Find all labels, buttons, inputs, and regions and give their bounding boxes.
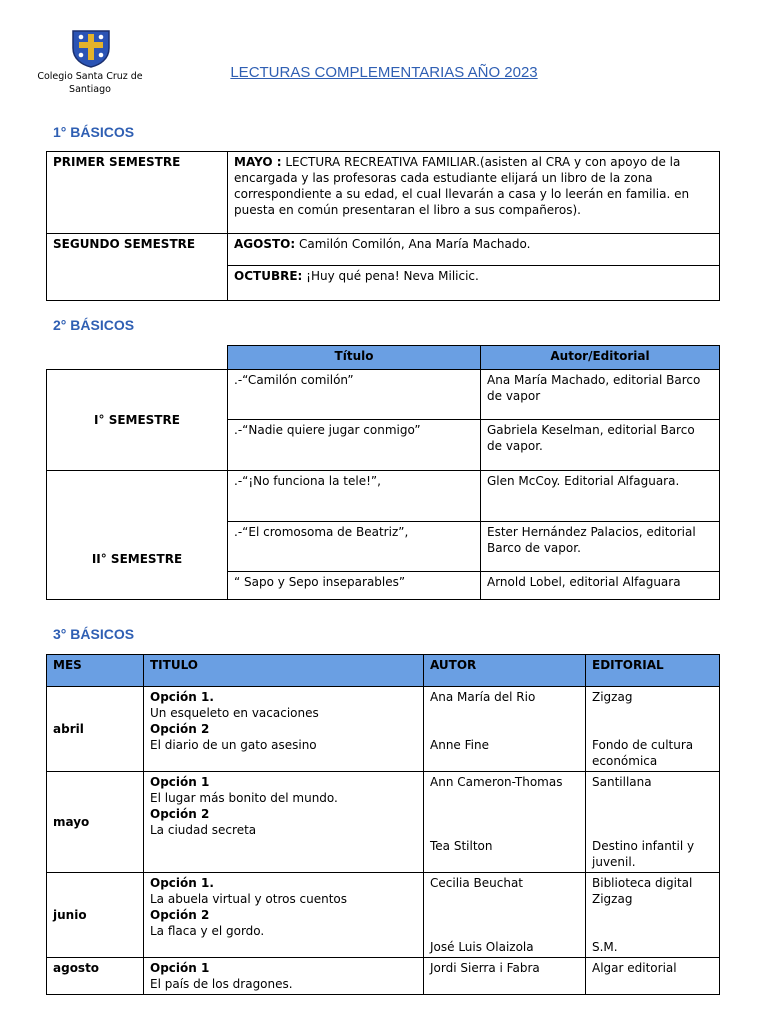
- mayo-label: MAYO :: [234, 155, 282, 169]
- table-row: [47, 370, 720, 420]
- mayo-text: LECTURA RECREATIVA FAMILIAR.(asisten al CRA y con apoyo de la encargada y las profesoras cada estudiante elijará un libro de la zona correspondiente a su edad, el cual llevarán a casa y lo leerán en familia. en puesta en común presentaran el libro a sus compañeros).: [234, 155, 690, 217]
- book-author: Ester Hernández Palacios, editorial Barco de vapor.: [481, 522, 720, 572]
- octubre-cell: [228, 266, 720, 301]
- book-author: Ana María del Rio: [430, 690, 536, 704]
- month-label: agosto: [47, 958, 144, 995]
- book-title: El país de los dragones.: [150, 977, 293, 991]
- table-header-row: [47, 655, 720, 687]
- table-row: [47, 471, 720, 522]
- primer-semestre-label: PRIMER SEMESTRE: [47, 152, 228, 234]
- book-publisher: Santillana: [592, 775, 652, 789]
- book-publisher: Destino infantil y juvenil.: [592, 839, 695, 869]
- book-author: Anne Fine: [430, 738, 489, 752]
- titles-cell: [144, 958, 424, 995]
- book-publisher: Biblioteca digital Zigzag: [592, 876, 693, 906]
- table-row: [47, 958, 720, 995]
- col-header-mes: MES: [47, 655, 144, 687]
- titles-cell: [144, 873, 424, 958]
- school-shield-logo: [70, 28, 112, 68]
- agosto-cell: [228, 234, 720, 266]
- table-1-basicos: [46, 151, 720, 301]
- month-label: mayo: [47, 772, 144, 873]
- book-author: Ann Cameron-Thomas: [430, 775, 563, 789]
- table-row: [47, 687, 720, 772]
- month-label: junio: [47, 873, 144, 958]
- school-name-line2: Santiago: [69, 84, 111, 95]
- option-label: Opción 2: [150, 908, 210, 922]
- publishers-cell: [586, 772, 720, 873]
- book-author: Arnold Lobel, editorial Alfaguara: [481, 572, 720, 600]
- semestre-1-label: I° SEMESTRE: [47, 370, 228, 471]
- section-heading-1: 1° BÁSICOS: [53, 124, 135, 140]
- month-label: abril: [47, 687, 144, 772]
- book-author: José Luis Olaizola: [430, 940, 534, 954]
- table-3-basicos: [46, 654, 720, 995]
- school-name-line1: Colegio Santa Cruz de: [37, 71, 143, 82]
- book-title: .-“El cromosoma de Beatriz”,: [228, 522, 481, 572]
- segundo-semestre-label: SEGUNDO SEMESTRE: [47, 234, 228, 301]
- document-title: LECTURAS COMPLEMENTARIAS AÑO 2023: [230, 64, 538, 81]
- table-row: [47, 873, 720, 958]
- book-publisher: S.M.: [592, 940, 618, 954]
- semestre-2-label: II° SEMESTRE: [47, 471, 228, 600]
- agosto-label: AGOSTO:: [234, 237, 296, 251]
- col-header-autor: AUTOR: [424, 655, 586, 687]
- book-title: El lugar más bonito del mundo.: [150, 791, 338, 805]
- table-row: [47, 152, 720, 234]
- book-author: Ana María Machado, editorial Barco de vapor: [481, 370, 720, 420]
- option-label: Opción 1.: [150, 690, 214, 704]
- book-title: El diario de un gato asesino: [150, 738, 317, 752]
- agosto-text: Camilón Comilón, Ana María Machado.: [299, 237, 531, 251]
- book-publisher: Algar editorial: [586, 958, 720, 995]
- table-row: [47, 234, 720, 266]
- table-row: [47, 772, 720, 873]
- option-label: Opción 1: [150, 775, 210, 789]
- publishers-cell: [586, 873, 720, 958]
- book-title: La flaca y el gordo.: [150, 924, 265, 938]
- book-title: Un esqueleto en vacaciones: [150, 706, 319, 720]
- titles-cell: [144, 772, 424, 873]
- section-heading-2: 2° BÁSICOS: [53, 317, 135, 333]
- book-publisher: Fondo de cultura económica: [592, 738, 694, 768]
- option-label: Opción 1: [150, 961, 210, 975]
- section-heading-3: 3° BÁSICOS: [53, 626, 135, 642]
- book-author: Jordi Sierra i Fabra: [424, 958, 586, 995]
- book-title: .-“¡No funciona la tele!”,: [228, 471, 481, 522]
- book-title: .-“Nadie quiere jugar conmigo”: [228, 420, 481, 471]
- book-author: Gabriela Keselman, editorial Barco de vapor.: [481, 420, 720, 471]
- option-label: Opción 1.: [150, 876, 214, 890]
- book-title: .-“Camilón comilón”: [228, 370, 481, 420]
- option-label: Opción 2: [150, 807, 210, 821]
- octubre-label: OCTUBRE:: [234, 269, 303, 283]
- book-title: La abuela virtual y otros cuentos: [150, 892, 348, 906]
- book-author: Tea Stilton: [430, 839, 493, 853]
- authors-cell: [424, 772, 586, 873]
- book-publisher: Zigzag: [592, 690, 633, 704]
- mayo-cell: [228, 152, 720, 234]
- book-author: Glen McCoy. Editorial Alfaguara.: [481, 471, 720, 522]
- col-header-titulo: Título: [228, 346, 481, 370]
- col-header-titulo: TITULO: [144, 655, 424, 687]
- empty-cell: [47, 346, 228, 370]
- publishers-cell: [586, 687, 720, 772]
- col-header-editorial: EDITORIAL: [586, 655, 720, 687]
- book-author: Cecilia Beuchat: [430, 876, 524, 890]
- book-title: La ciudad secreta: [150, 823, 257, 837]
- titles-cell: [144, 687, 424, 772]
- book-title: “ Sapo y Sepo inseparables”: [228, 572, 481, 600]
- col-header-autor-editorial: Autor/Editorial: [481, 346, 720, 370]
- octubre-text: ¡Huy qué pena! Neva Milicic.: [306, 269, 479, 283]
- table-header-row: [47, 346, 720, 370]
- authors-cell: [424, 873, 586, 958]
- option-label: Opción 2: [150, 722, 210, 736]
- table-2-basicos: [46, 345, 720, 600]
- authors-cell: [424, 687, 586, 772]
